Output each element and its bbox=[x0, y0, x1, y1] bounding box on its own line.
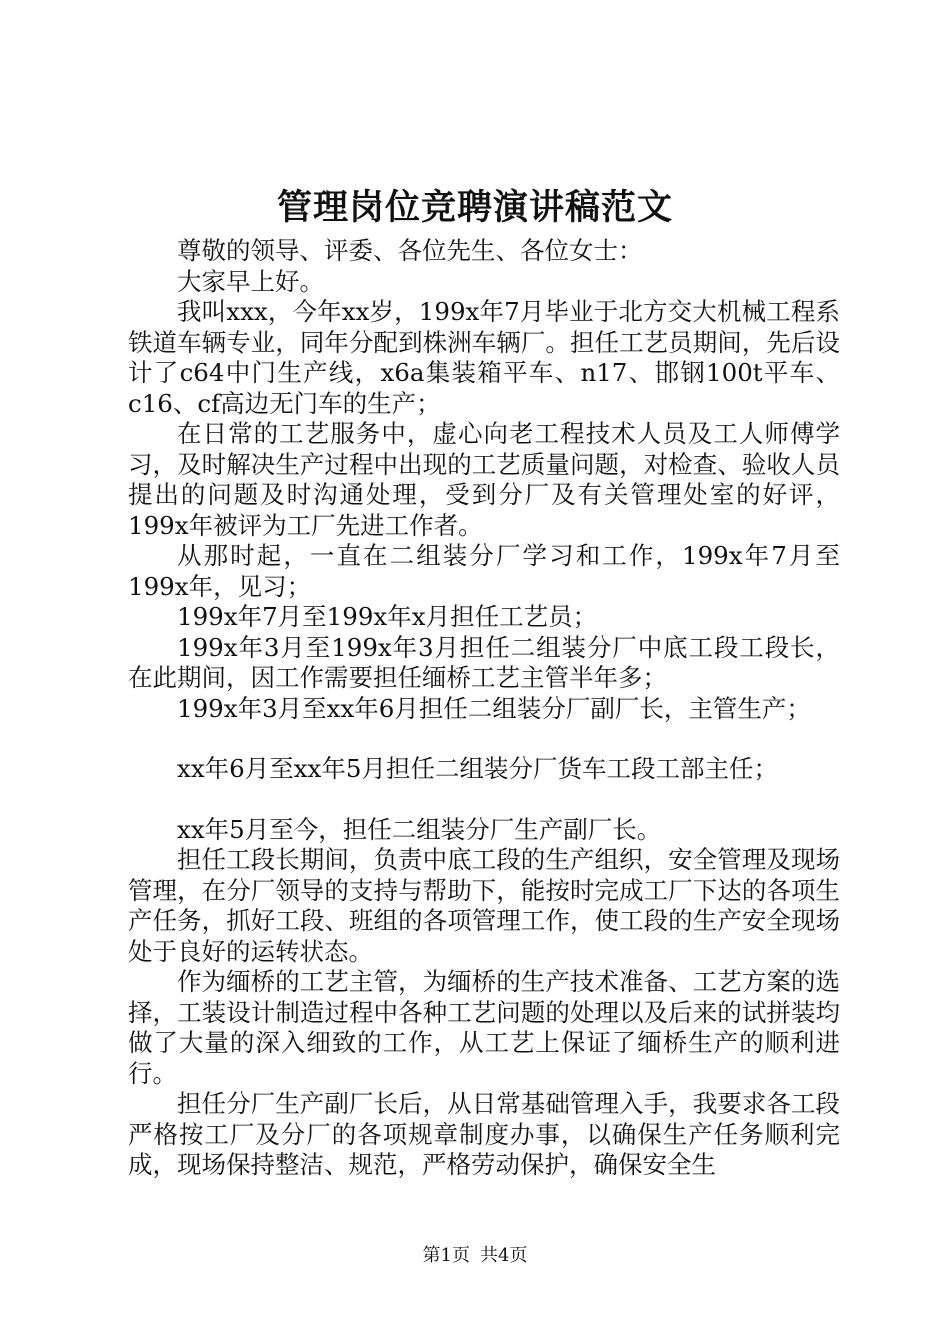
paragraph-current-role: xx年5月至今，担任二组装分厂生产副厂长。 bbox=[177, 814, 662, 844]
paragraph-self-intro: 我叫xxx，今年xx岁，199x年7月毕业于北方交大机械工程系铁道车辆专业，同年分配到株洲车辆厂。担任工艺员期间，先后设计了c64中门生产线，x6a集装箱平车、n17、邯钢100t平车、c16、cf高边无门车的生产； bbox=[128, 297, 840, 418]
paragraph-greeting: 尊敬的领导、评委、各位先生、各位女士： bbox=[177, 236, 643, 265]
paragraph-craft-supervisor: 作为缅桥的工艺主管，为缅桥的生产技术准备、工艺方案的选择，工装设计制造过程中各种工艺问题的处理以及后来的试拼装均做了大量的深入细致的工作，从工艺上保证了缅桥生产的顺利进行。 bbox=[128, 967, 840, 1088]
document-body bbox=[128, 236, 840, 1181]
paragraph-craft-service: 在日常的工艺服务中，虚心向老工程技术人员及工人师傅学习，及时解决生产过程中出现的工艺质量问题，对检查、验收人员提出的问题及时沟通处理，受到分厂及有关管理处室的好评，199x年被评为工厂先进工作者。 bbox=[128, 419, 840, 540]
paragraph-craftsman: 199x年7月至199x年x月担任工艺员； bbox=[177, 602, 598, 631]
paragraph-deputy-director: 199x年3月至xx年6月担任二组装分厂副厂长，主管生产； bbox=[177, 693, 811, 723]
paragraph-good-morning: 大家早上好。 bbox=[177, 266, 324, 296]
paragraph-department-head: xx年6月至xx年5月担任二组装分厂货车工段工部主任； bbox=[177, 754, 778, 783]
paragraph-since-then: 从那时起，一直在二组装分厂学习和工作，199x年7月至199x年，见习； bbox=[128, 541, 840, 601]
document-title: 管理岗位竞聘演讲稿范文 bbox=[276, 187, 673, 228]
page-number: 第1页 bbox=[422, 1245, 470, 1266]
page-footer bbox=[0, 1244, 950, 1268]
page-total: 共4页 bbox=[480, 1245, 528, 1266]
paragraph-section-chief: 199x年3月至199x年3月担任二组装分厂中底工段工段长，在此期间，因工作需要担任缅桥工艺主管半年多； bbox=[128, 632, 840, 692]
paragraph-section-chief-duties: 担任工段长期间，负责中底工段的生产组织，安全管理及现场管理，在分厂领导的支持与帮助下，能按时完成工厂下达的各项生产任务，抓好工段、班组的各项管理工作，使工段的生产安全现场处于良好的运转状态。 bbox=[128, 845, 840, 966]
paragraph-production-deputy: 担任分厂生产副厂长后，从日常基础管理入手，我要求各工段严格按工厂及分厂的各项规章制度办事，以确保生产任务顺利完成，现场保持整洁、规范，严格劳动保护，确保安全生 bbox=[128, 1089, 840, 1179]
